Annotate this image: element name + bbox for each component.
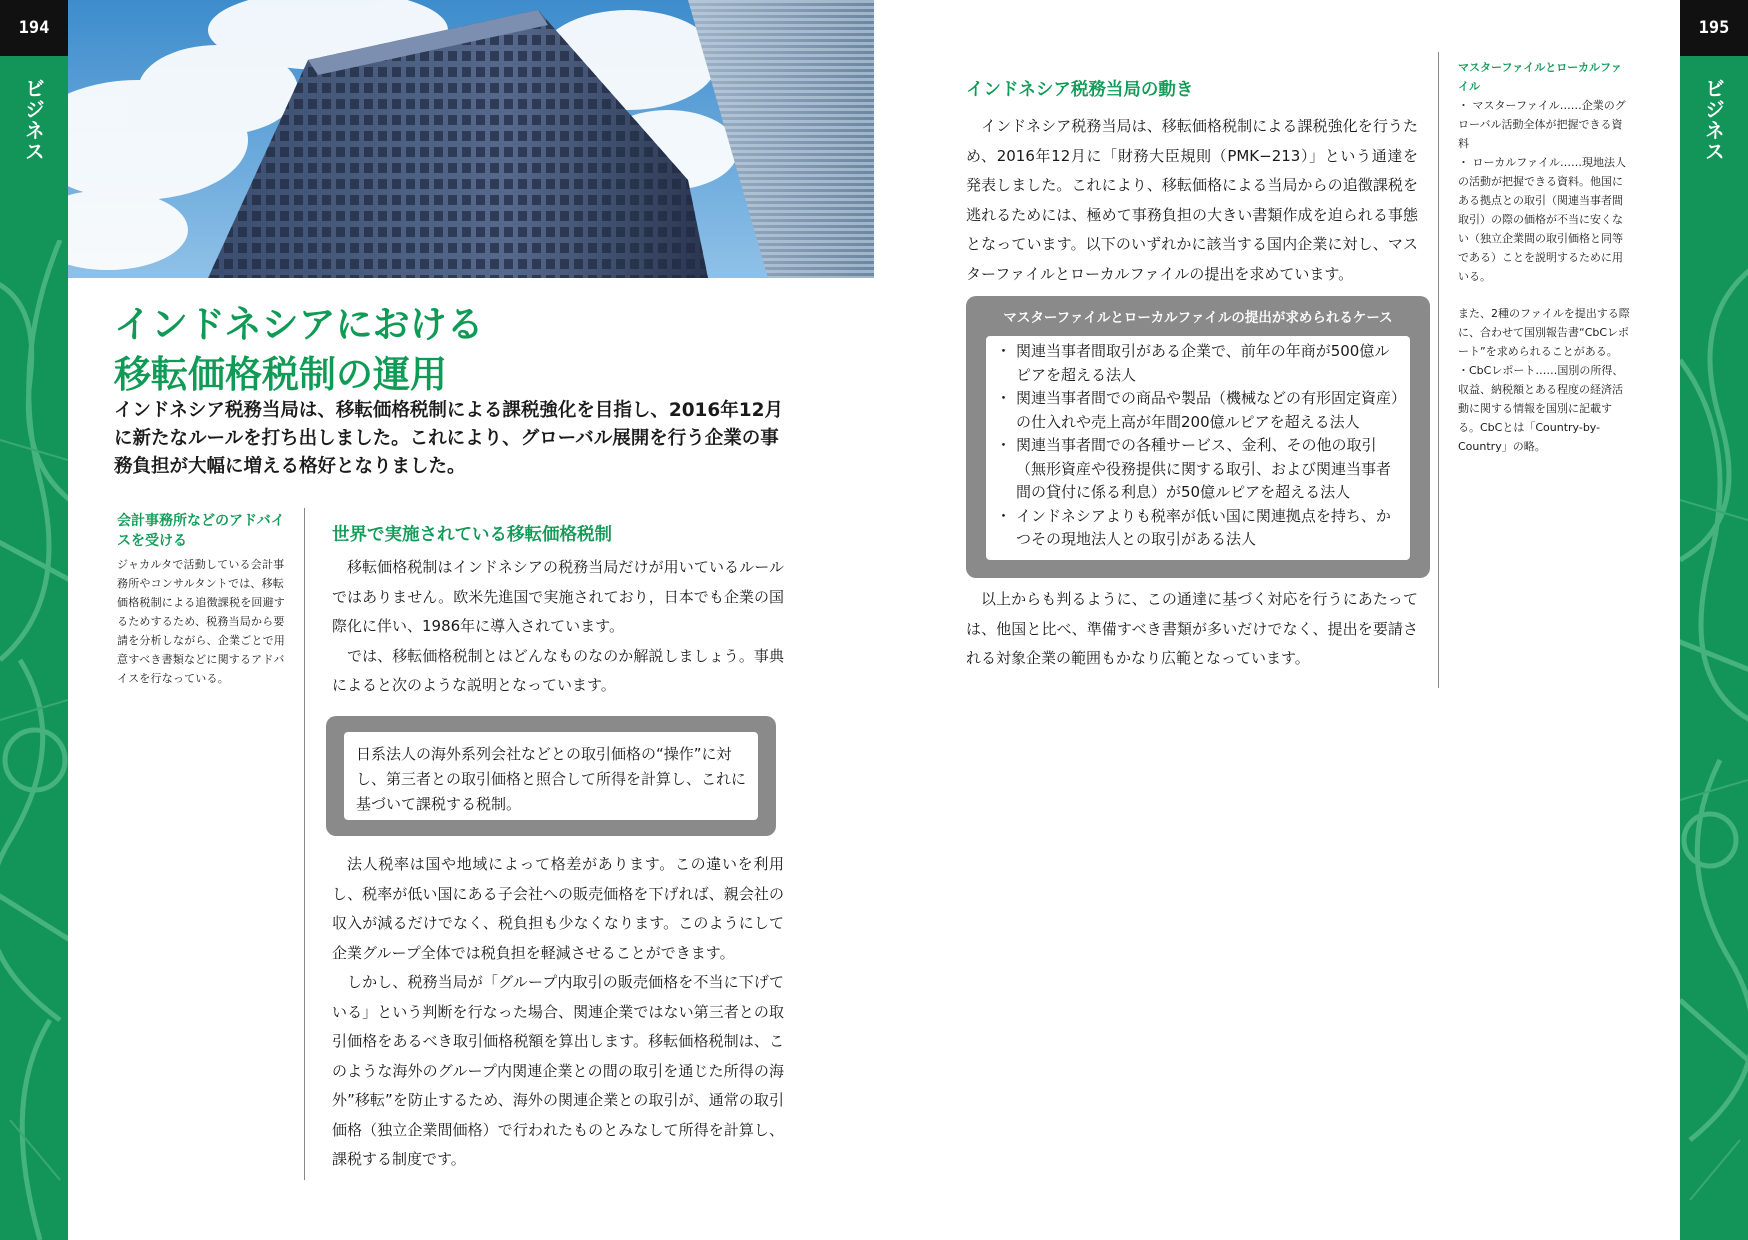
sidenote-right-item-1: ・ マスターファイル……企業のグローバル活動全体が把握できる資料 (1458, 99, 1626, 150)
title-line-1: インドネシアにおける (114, 303, 484, 346)
section-tab-right: ビジネス (1701, 78, 1726, 162)
section1-paragraph-3: 法人税率は国や地域によって格差があります。この違いを利用し、税率が低い国にある子会社への販売価格を下げれば、親会社の収入が減るだけでなく、税負担も少なくなります。このようにして企業グループ全体では税負担を軽減させることができます。 (332, 855, 784, 962)
title-line-2: 移転価格税制の運用 (114, 353, 447, 396)
section2-body-top (966, 112, 1418, 289)
case-item-2: ・ 関連当事者間での商品や製品（機械などの有形固定資産）の仕入れや売上高が年間200億ルピアを超える法人 (998, 387, 1402, 434)
building-photo (68, 0, 874, 278)
sidenote-right (1458, 58, 1630, 456)
definition-text: 日系法人の海外系列会社などとの取引価格の“操作”に対し、第三者との取引価格と照合して所得を計算し、これに基づいて課税する税制。 (344, 732, 758, 820)
column-divider-left (304, 508, 305, 1180)
page-number-left: 194 (0, 0, 68, 56)
section1-paragraph-2: では、移転価格税制とはどんなものなのか解説しましょう。事典によると次のような説明となっています。 (332, 646, 784, 694)
case-item-1: ・ 関連当事者間取引がある企業で、前年の年商が500億ルピアを超える法人 (998, 340, 1402, 387)
section2-heading: インドネシア税務当局の動き (966, 80, 1194, 100)
section2-paragraph-1: インドネシア税務当局は、移転価格税制による課税強化を行うため、2016年12月に「財務大臣規則（PMK−213）」という通達を発表しました。これにより、移転価格による当局からの追徴課税を逃れるためには、極めて事務負担の大きい書類作成を迫られる事態となっています。以下のいずれかに該当する国内企業に対し、マスターファイルとローカルファイルの提出を求めています。 (966, 117, 1418, 283)
sidenote-right-item-2: ・ ローカルファイル……現地法人の活動が把握できる資料。他国にある拠点との取引（関連当事者間取引）の際の価格が不当に安くない（独立企業間の取引価格と同等である）ことを説明するために用いる。 (1458, 156, 1627, 283)
sidenote-right-heading: マスターファイルとローカルファイル (1458, 61, 1622, 93)
page-title (114, 300, 814, 400)
section-tab-left: ビジネス (21, 78, 46, 162)
sidenote-left-heading: 会計事務所などのアドバイスを受ける (117, 513, 285, 549)
section1-paragraph-4: しかし、税務当局が「グループ内取引の販売価格を不当に下げている」という判断を行なった場合、関連企業ではない第三者との取引価格をあるべき取引価格税額を算出します。移転価格税制は、このような海外のグループ内関連企業との間の取引を通じた所得の海外”移転”を防止するため、海外の関連企業との取引が、通常の取引価格（独立企業間価格）で行われたものとみなして所得を計算し、課税する制度です。 (332, 973, 784, 1168)
sidenote-left (117, 511, 295, 688)
map-pattern-left (0, 240, 68, 1240)
lead-paragraph: インドネシア税務当局は、移転価格税制による課税強化を目指し、2016年12月に新たなルールを打ち出しました。これにより、グローバル展開を行う企業の事務負担が大幅に増える格好となりました。 (114, 400, 784, 477)
sidenote-right-note-1: また、2種のファイルを提出する際に、合わせて国別報告書“CbCレポート”を求められることがある。 (1458, 307, 1630, 358)
map-pattern-right (1680, 240, 1748, 1240)
case-box-content (986, 336, 1410, 560)
section2-paragraph-2: 以上からも判るように、この通達に基づく対応を行うにあたっては、他国と比べ、準備すべき書類が多いだけでなく、提出を要請される対象企業の範囲もかなり広範となっています。 (966, 590, 1418, 667)
section1-body-top (332, 553, 784, 701)
sidenote-left-body: ジャカルタで活動している会計事務所やコンサルタントでは、移転価格税制による追徴課税を回避するためするため、税務当局から要請を分析しながら、企業ごとで用意すべき書類などに関するアドバイスを行なっている。 (117, 558, 285, 685)
page-number-right: 195 (1680, 0, 1748, 56)
sidenote-right-note-2: ・CbCレポート……国別の所得、収益、納税額とある程度の経済活動に関する情報を国別に記載する。CbCとは「Country-by-Country」の略。 (1458, 364, 1624, 453)
case-item-4: ・ インドネシアよりも税率が低い国に関連拠点を持ち、かつその現地法人との取引がある法人 (998, 505, 1402, 552)
section1-paragraph-1: 移転価格税制はインドネシアの税務当局だけが用いているルールではありません。欧米先進国で実施されており，日本でも企業の国際化に伴い、1986年に導入されています。 (332, 558, 784, 635)
section2-body-bottom (966, 585, 1418, 674)
section1-heading: 世界で実施されている移転価格税制 (332, 525, 612, 545)
case-item-3: ・ 関連当事者間での各種サービス、金利、その他の取引（無形資産や役務提供に関する取引、および関連当事者間の貸付に係る利息）が50億ルピアを超える法人 (998, 434, 1402, 505)
right-side-tab (1680, 0, 1748, 1240)
column-divider-right (1438, 52, 1439, 688)
left-side-tab (0, 0, 68, 1240)
section1-body-bottom (332, 850, 784, 1175)
definition-box (326, 716, 776, 836)
case-box (966, 296, 1430, 578)
case-list (998, 340, 1402, 552)
case-box-title: マスターファイルとローカルファイルの提出が求められるケース (1003, 310, 1393, 326)
